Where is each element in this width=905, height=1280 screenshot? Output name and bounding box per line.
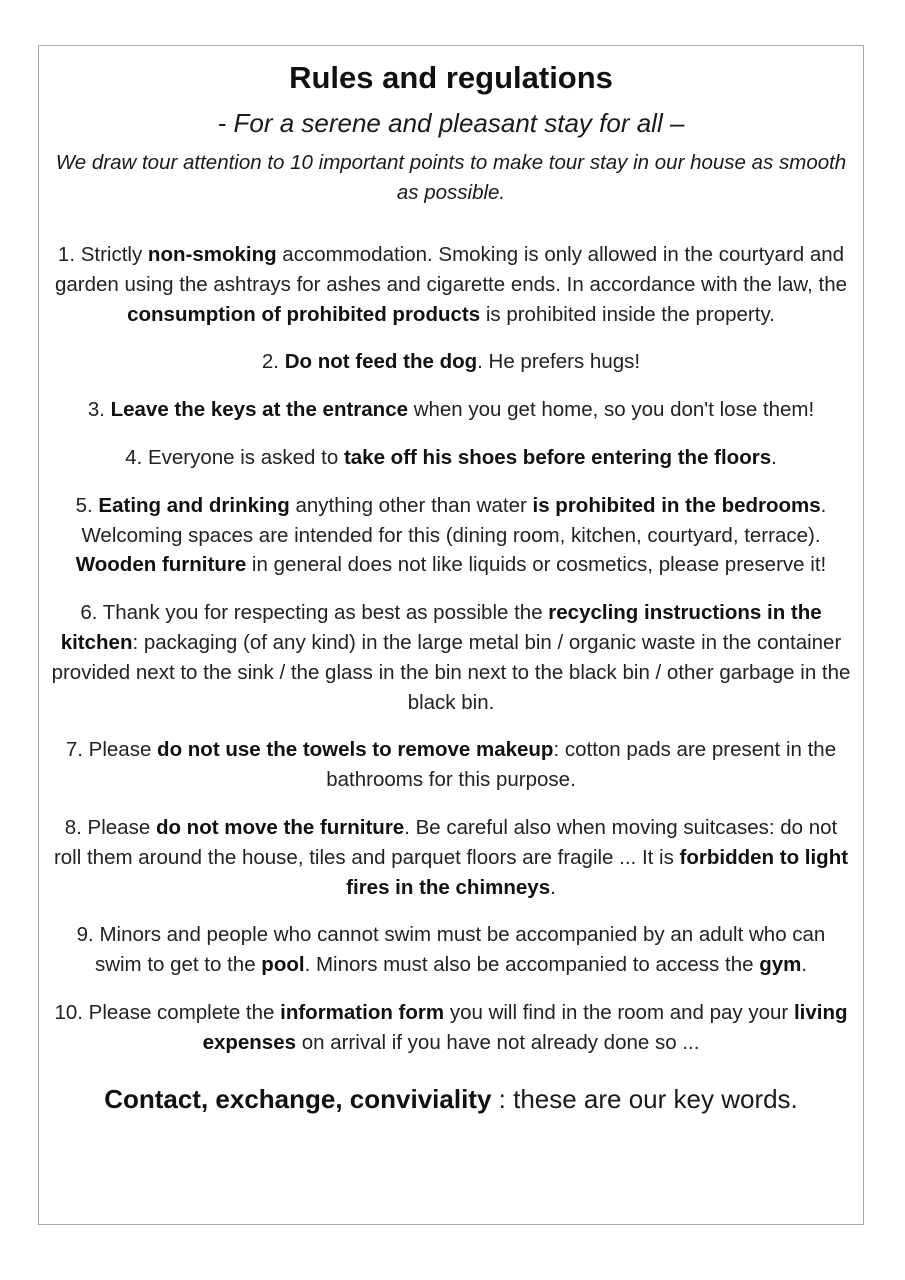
rule-text: is prohibited inside the property. [480,302,775,326]
rule-text: 10. Please complete the [54,1000,281,1024]
rule-text: in general does not like liquids or cosmetics, please preserve it! [246,553,827,577]
rule-text: 5. [75,493,99,517]
rule-item-2 [51,347,851,377]
page-title: Rules and regulations [289,60,613,95]
rule-emphasis: gym [759,953,802,977]
rule-text: 2. [261,350,285,374]
rule-emphasis: recycling instructions in the kitchen [60,601,822,654]
rule-text: . He prefers hugs! [477,350,641,374]
rule-emphasis: living expenses [202,1000,848,1054]
rule-emphasis: Eating and drinking [98,493,290,517]
rule-text: . [550,875,556,899]
rule-item-9 [51,920,851,980]
intro-paragraph: We draw tour attention to 10 important points to make tour stay in our house as smooth as possible. [55,151,847,204]
rule-item-4 [51,443,851,473]
rule-item-5 [51,491,851,580]
closing-keywords: Contact, exchange, conviviality [104,1083,492,1114]
rule-emphasis: information form [280,1000,445,1024]
rule-emphasis: Wooden furniture [75,553,247,577]
rule-text: 6. Thank you for respecting as best as possible the [80,601,549,625]
rule-text: . Minors must also be accompanied to access the [304,953,760,977]
document-content [51,46,851,1116]
rule-emphasis: Do not feed the dog [284,350,478,374]
rule-item-6 [51,598,851,717]
rules-list [51,240,851,1058]
rule-emphasis: consumption of prohibited products [127,302,481,326]
rule-item-8 [51,813,851,902]
document-page [38,45,864,1225]
rule-emphasis: do not use the towels to remove makeup [157,738,554,762]
rule-text: . [771,445,777,469]
rule-item-10 [51,998,851,1058]
rule-text: . Welcoming spaces are intended for this (dining room, kitchen, courtyard, terrace). [81,493,827,547]
rule-text: 9. Minors and people who cannot swim must be accompanied by an adult who can swim to get to the [76,923,826,977]
rule-emphasis: Leave the keys at the entrance [110,398,408,422]
rule-item-3 [51,395,851,425]
rule-text: . [801,953,808,977]
rule-text: anything other than water [289,493,533,517]
rule-text: on arrival if you have not already done so ... [296,1030,700,1054]
closing-rest: : these are our key words. [491,1083,798,1114]
rule-text: 7. Please [65,738,158,762]
rule-emphasis: forbidden to light fires in the chimneys [346,845,849,899]
rule-text: : packaging (of any kind) in the large metal bin / organic waste in the container provided next to the sink / the glass in the bin next to the black bin / other garbage in the black bin. [51,630,851,714]
rule-text: you will find in the room and pay your [444,1000,794,1024]
rule-text: . Be careful also when moving suitcases: do not roll them around the house, tiles and parquet floors are fragile ... It is [53,815,838,869]
rule-text: accommodation. Smoking is only allowed in the courtyard and garden using the ashtrays for ashes and cigarette ends. In accordance with the law, the [54,243,847,296]
rule-text: 8. Please [64,815,156,839]
rule-emphasis: is prohibited in the bedrooms [532,493,821,517]
rule-emphasis: do not move the furniture [155,815,405,839]
closing-line [51,1082,851,1116]
rule-item-1 [51,240,851,329]
rule-text: 4. Everyone is asked to [125,445,344,469]
rule-text: 3. [87,398,111,422]
rule-text: : cotton pads are present in the bathrooms for this purpose. [326,738,837,792]
rule-text: 1. Strictly [57,243,148,266]
rule-text: when you get home, so you don't lose them! [408,398,815,422]
rule-emphasis: take off his shoes before entering the floors [343,445,772,469]
rule-emphasis: non-smoking [147,243,277,266]
page-subtitle: - For a serene and pleasant stay for all – [217,108,685,138]
rule-emphasis: pool [261,953,305,977]
rule-item-7 [51,735,851,795]
